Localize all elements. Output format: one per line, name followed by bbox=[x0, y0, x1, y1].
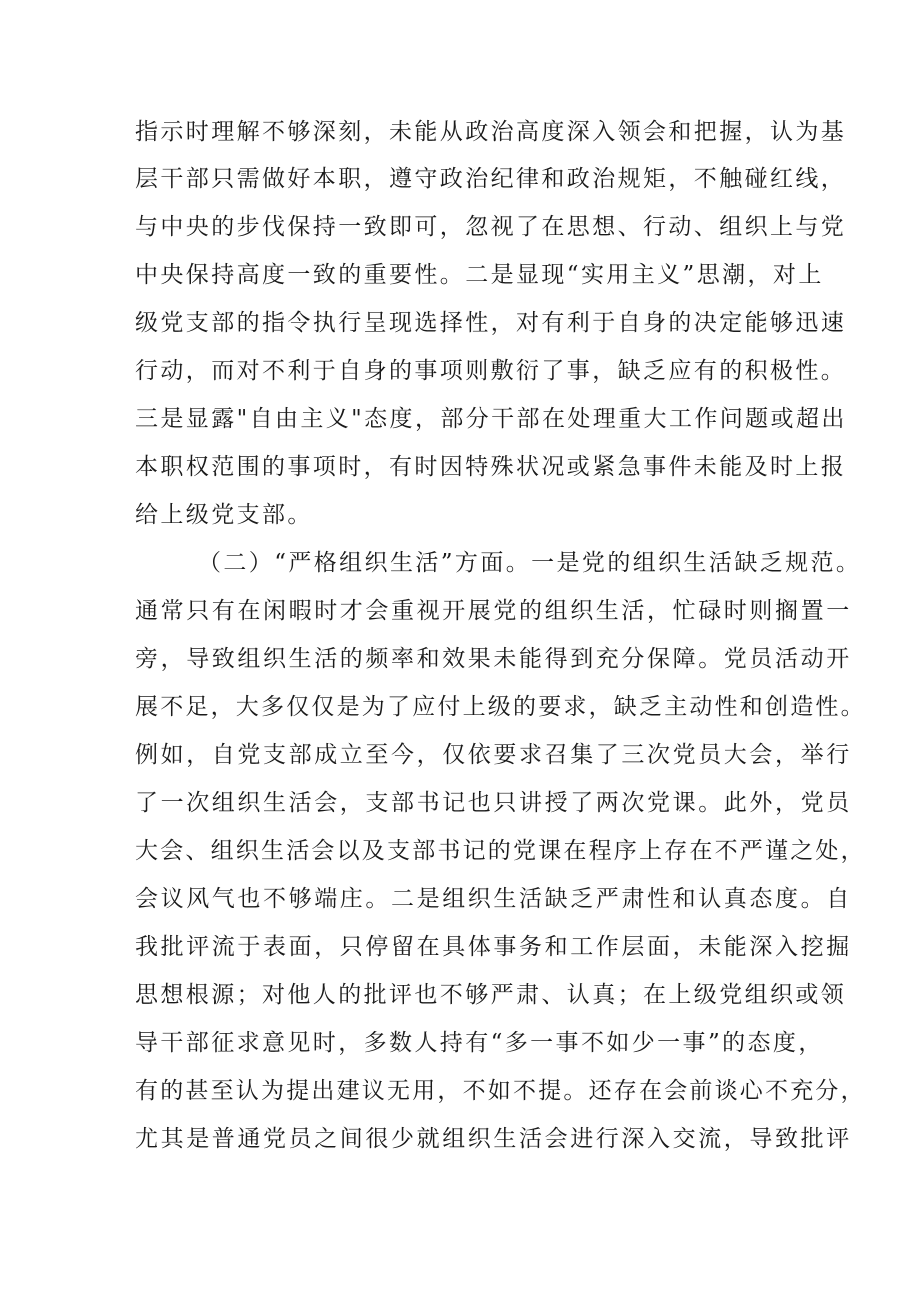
text-line: 行动，而对不利于自身的事项则敷衍了事，缺乏应有的积极性。 bbox=[135, 358, 847, 384]
text-line: 例如，自党支部成立至今，仅依要求召集了三次党员大会，举行 bbox=[135, 742, 852, 768]
text-line: 导干部征求意见时，多数人持有“多一事不如少一事”的态度， bbox=[135, 1030, 824, 1056]
text-line: 大会、组织生活会以及支部书记的党课在程序上存在不严谨之处， bbox=[135, 838, 866, 864]
text-line: 旁，导致组织生活的频率和效果未能得到充分保障。党员活动开 bbox=[135, 646, 852, 672]
text-line: 了一次组织生活会，支部书记也只讲授了两次党课。此外，党员 bbox=[135, 790, 852, 816]
text-line: 有的甚至认为提出建议无用，不如不提。还存在会前谈心不充分， bbox=[135, 1078, 866, 1104]
text-line: 思想根源；对他人的批评也不够严肃、认真；在上级党组织或领 bbox=[135, 982, 847, 1008]
text-line: 展不足，大多仅仅是为了应付上级的要求，缺乏主动性和创造性。 bbox=[135, 694, 866, 720]
section-heading-line: （二）“严格组织生活”方面。一是党的组织生活缺乏规范。 bbox=[198, 550, 862, 576]
text-line: 会议风气也不够端庄。二是组织生活缺乏严肃性和认真态度。自 bbox=[135, 886, 852, 912]
text-line: 给上级党支部。 bbox=[135, 502, 313, 528]
text-line: 通常只有在闲暇时才会重视开展党的组织生活，忙碌时则搁置一 bbox=[135, 598, 852, 624]
text-line: 尤其是普通党员之间很少就组织生活会进行深入交流，导致批评 bbox=[135, 1126, 852, 1152]
text-line: 级党支部的指令执行呈现选择性，对有利于自身的决定能够迅速 bbox=[135, 310, 847, 336]
text-line: 中央保持高度一致的重要性。二是显现“实用主义”思潮，对上 bbox=[135, 262, 824, 288]
text-line: 层干部只需做好本职，遵守政治纪律和政治规矩，不触碰红线， bbox=[135, 166, 847, 192]
text-line: 我批评流于表面，只停留在具体事务和工作层面，未能深入挖掘 bbox=[135, 934, 852, 960]
text-line: 三是显露"自由主义"态度，部分干部在处理重大工作问题或超出 bbox=[135, 406, 847, 432]
text-line: 本职权范围的事项时，有时因特殊状况或紧急事件未能及时上报 bbox=[135, 454, 847, 480]
text-line: 指示时理解不够深刻，未能从政治高度深入领会和把握，认为基 bbox=[135, 119, 847, 145]
text-line: 与中央的步伐保持一致即可，忽视了在思想、行动、组织上与党 bbox=[135, 214, 847, 240]
